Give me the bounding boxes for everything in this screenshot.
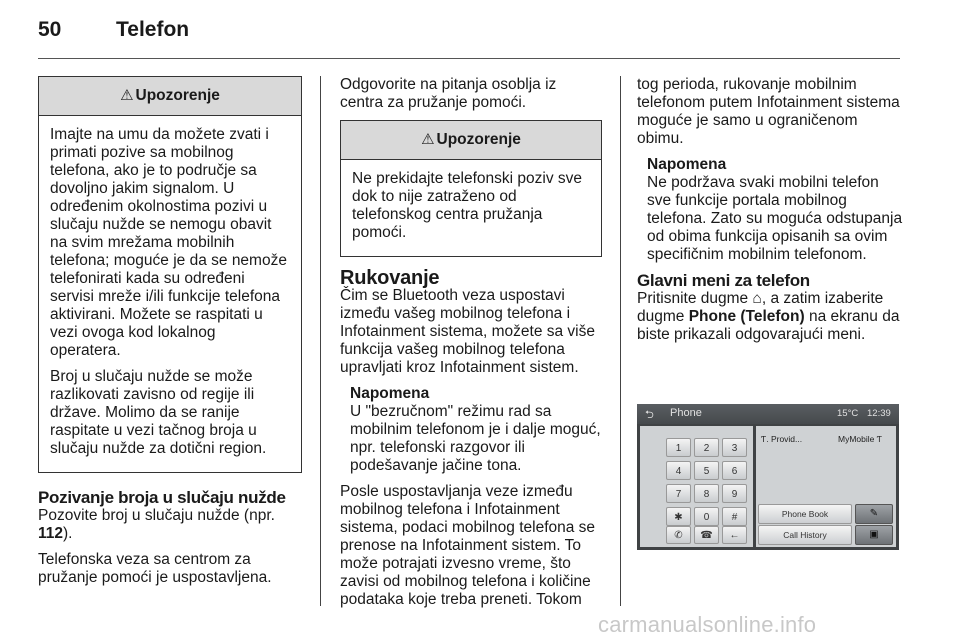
key-9[interactable]: 9 [722,484,747,503]
note-label: Napomena [350,385,430,402]
column-divider [620,76,621,606]
temperature: 15°C [837,408,859,419]
note-text: Ne podržava svaki mobilni telefon sve funkcije portala mobilnog telefona. Zato su moguća odstupanja od obima funkcija opisanih sa ovim specifičnim mobilnim telefonom. [647,174,903,263]
body-paragraph: Pritisnite dugme ⌂, a zatim izaberite dugme Phone (Telefon) na ekranu da biste prikazali odgovarajući meni. [637,290,900,343]
warning-paragraph: Broj u slučaju nužde se može razlikovati zavisno od regije ili države. Molimo da se ranije raspitate u vezi tačnog broja u slučaju nužde za dotični region. [50,368,267,457]
emergency-number: 112 [38,525,64,542]
key-7[interactable]: 7 [666,484,691,503]
body-paragraph: tog perioda, rukovanje mobilnim telefonom putem Infotainment sistema moguće je samo u ograničenom obimu. [637,76,900,147]
section-heading: Rukovanje [340,267,440,289]
note [340,385,602,475]
call-icon[interactable]: ✆ [666,526,691,544]
warning-box [340,120,602,257]
mute-mic-icon[interactable]: ✎ [855,504,893,524]
header-rule [38,58,900,59]
phone-book-button[interactable]: Phone Book [758,504,852,524]
column-2 [340,76,602,617]
back-icon: ⮌ [645,409,654,421]
note-label: Napomena [647,156,727,173]
page-title: Telefon [116,18,190,41]
phone-info-panel [756,426,896,547]
body-paragraph: Telefonska veza sa centrom za pružanje pomoći je uspostavljena. [38,551,272,586]
key-star[interactable]: ✱ [666,507,691,526]
keypad-panel [640,426,753,547]
warning-title: Upozorenje [436,131,521,148]
section-heading: Glavni meni za telefon [637,271,810,290]
key-0[interactable]: 0 [694,507,719,526]
provider-label: Ƭ. Provid... [761,434,803,444]
key-8[interactable]: 8 [694,484,719,503]
warning-icon: ⚠ [421,131,435,148]
page-number: 50 [38,18,62,41]
backspace-icon[interactable]: ← [722,526,747,544]
handset-mode-icon[interactable]: ▣ [855,525,893,545]
key-4[interactable]: 4 [666,461,691,480]
warning-icon: ⚠ [120,87,134,104]
clock: 12:39 [867,408,891,419]
column-1 [38,76,302,595]
device-label: MyMobile Ƭ [838,434,882,444]
body-paragraph: Pozovite broj u slučaju nužde (npr. 112). [38,507,275,542]
screen-title: Phone [670,407,702,419]
key-5[interactable]: 5 [694,461,719,480]
key-1[interactable]: 1 [666,438,691,457]
column-divider [320,76,321,606]
phone-button-name: Phone (Telefon) [688,308,805,325]
watermark: carmanualsonline.info [598,612,817,637]
note-text: U "bezručnom" režimu rad sa mobilnim telefonom je i dalje moguć, npr. telefonski razgovor ili podešavanje jačine tona. [350,403,601,474]
call-history-button[interactable]: Call History [758,525,852,545]
screen-title-bar [637,404,899,424]
home-icon: ⌂ [752,290,762,307]
key-6[interactable]: 6 [722,461,747,480]
body-paragraph: Odgovorite na pitanja osoblja iz centra za pružanje pomoći. [340,76,557,111]
warning-title: Upozorenje [135,87,220,104]
warning-box [38,76,302,473]
note [637,156,903,264]
key-2[interactable]: 2 [694,438,719,457]
section-heading: Pozivanje broja u slučaju nužde [38,488,286,507]
column-3 [637,76,903,352]
signal-icon: Ƭ [876,434,882,444]
infotainment-screen [637,404,899,550]
body-paragraph: Čim se Bluetooth veza uspostavi između vašeg mobilnog telefona i Infotainment sistema, možete sa više funkcija vašeg mobilnog telefona upravljati kroz Infotainment sistem. [340,287,596,376]
warning-header [341,121,601,160]
body-paragraph: Posle uspostavljanja veze između mobilnog telefona i Infotainment sistema, podaci mobilnog telefona se prenose na Infotainment sistem. To može potrajati izvesno vreme, što zavisi od mobilnog telefona i količine podataka koje treba preneti. Tokom [340,483,596,608]
warning-paragraph: Imajte na umu da možete zvati i primati pozive sa mobilnog telefona, ako je to područje sa dovoljno jakim signalom. U određenim okolnostima pozivi u slučaju nužde se nemogu obavit na svim mrežama mobilnih telefona; moguće je da se nemože telefonirati kada su određeni servisi mreže i/ili funkcije telefona aktivirani. Možete se raspitati u vezi ovoga kod lokalnog operatera. [50,126,287,359]
signal-icon: Ƭ. [761,434,769,444]
key-hash[interactable]: # [722,507,747,526]
warning-paragraph: Ne prekidajte telefonski poziv sve dok to nije zatraženo od telefonskog centra pružanja pomoći. [352,170,583,241]
warning-header [39,77,301,116]
key-3[interactable]: 3 [722,438,747,457]
hangup-icon[interactable]: ☎ [694,526,719,544]
